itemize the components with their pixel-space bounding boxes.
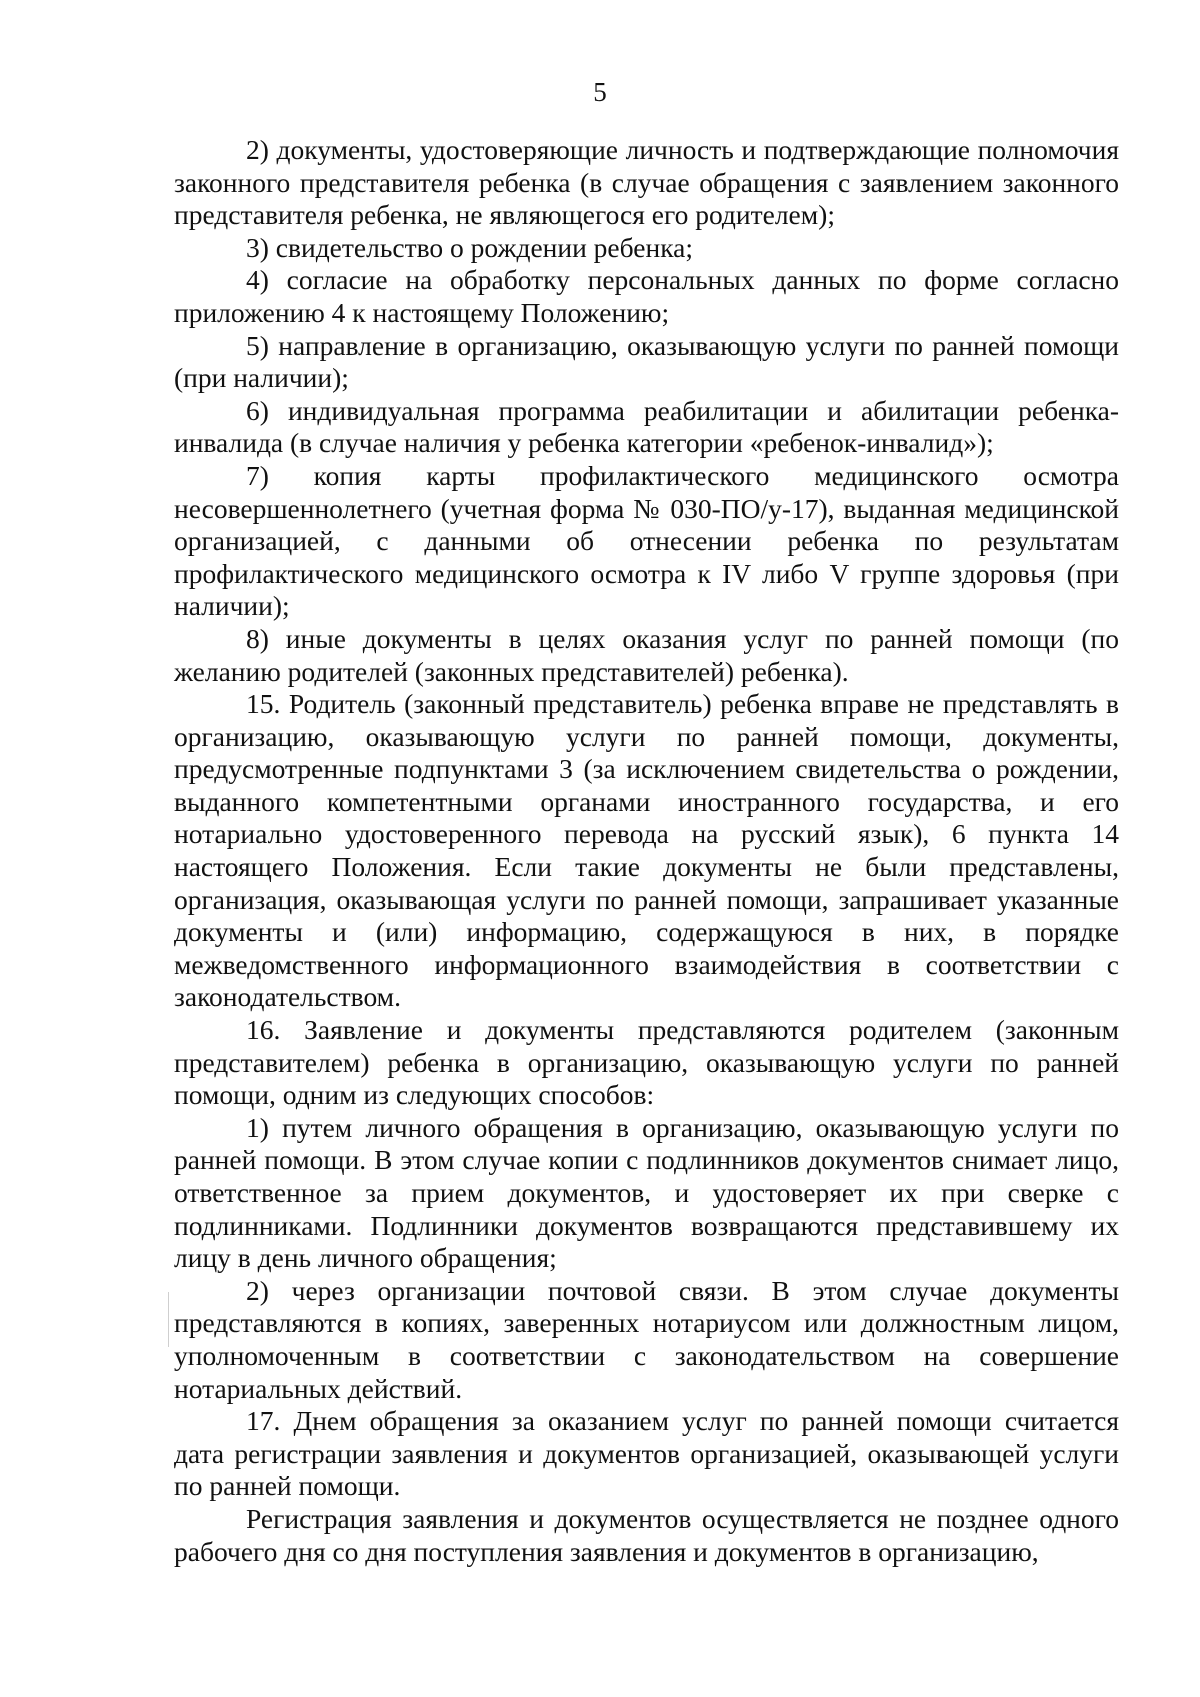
paragraph-clause-15: 15. Родитель (законный представитель) ребенка вправе не представлять в организацию, оказывающую услуги по ранней помощи, документы, предусмотренные подпунктами 3 (за исключением свидетельства о рождении, выданного компетентными органами иностранного государства, и его нотариально удостоверенного перевода на русский язык), 6 пункта 14 настоящего Положения. Если такие документы не были представлены, организация, оказывающая услуги по ранней помощи, запрашивает указанные документы и (или) информацию, содержащуюся в них, в порядке межведомственного информационного взаимодействия в соответствии с законодательством. <box>174 688 1119 1013</box>
paragraph-item-6: 6) индивидуальная программа реабилитации и абилитации ребенка-инвалида (в случае наличия у ребенка категории «ребенок-инвалид»); <box>174 394 1119 459</box>
paragraph-item-5: 5) направление в организацию, оказывающую услуги по ранней помощи (при наличии); <box>174 329 1119 394</box>
paragraph-item-8: 8) иные документы в целях оказания услуг по ранней помощи (по желанию родителей (законных представителей) ребенка). <box>174 622 1119 687</box>
paragraph-clause-17: 17. Днем обращения за оказанием услуг по ранней помощи считается дата регистрации заявления и документов организацией, оказывающей услуги по ранней помощи. <box>174 1405 1119 1502</box>
paragraph-item-2: 2) документы, удостоверяющие личность и подтверждающие полномочия законного представителя ребенка (в случае обращения с заявлением законного представителя ребенка, не являющегося его родителем); <box>174 134 1119 231</box>
paragraph-method-2: 2) через организации почтовой связи. В этом случае документы представляются в копиях, заверенных нотариусом или должностным лицом, уполномоченным в соответствии с законодательством на совершение нотариальных действий. <box>174 1274 1119 1404</box>
paragraph-item-4: 4) согласие на обработку персональных данных по форме согласно приложению 4 к настоящему Положению; <box>174 264 1119 328</box>
scan-margin-mark <box>168 1292 169 1347</box>
paragraph-item-3: 3) свидетельство о рождении ребенка; <box>246 231 693 263</box>
paragraph-item-7: 7) копия карты профилактического медицинского осмотра несовершеннолетнего (учетная форма № 030-ПО/у-17), выданная медицинской организацией, с данными об отнесении ребенка по результатам профилактического медицинского осмотра к IV либо V группе здоровья (при наличии); <box>174 459 1119 622</box>
page-number: 5 <box>593 77 607 107</box>
document-body <box>174 134 1119 1568</box>
paragraph-registration: Регистрация заявления и документов осуществляется не позднее одного рабочего дня со дня поступления заявления и документов в организацию, <box>174 1502 1119 1567</box>
paragraph-clause-16: 16. Заявление и документы представляются родителем (законным представителем) ребенка в организацию, оказывающую услуги по ранней помощи, одним из следующих способов: <box>174 1014 1119 1111</box>
paragraph-method-1: 1) путем личного обращения в организацию, оказывающую услуги по ранней помощи. В этом случае копии с подлинников документов снимает лицо, ответственное за прием документов, и удостоверяет их при сверке с подлинниками. Подлинники документов возвращаются представившему их лицу в день личного обращения; <box>174 1111 1119 1274</box>
